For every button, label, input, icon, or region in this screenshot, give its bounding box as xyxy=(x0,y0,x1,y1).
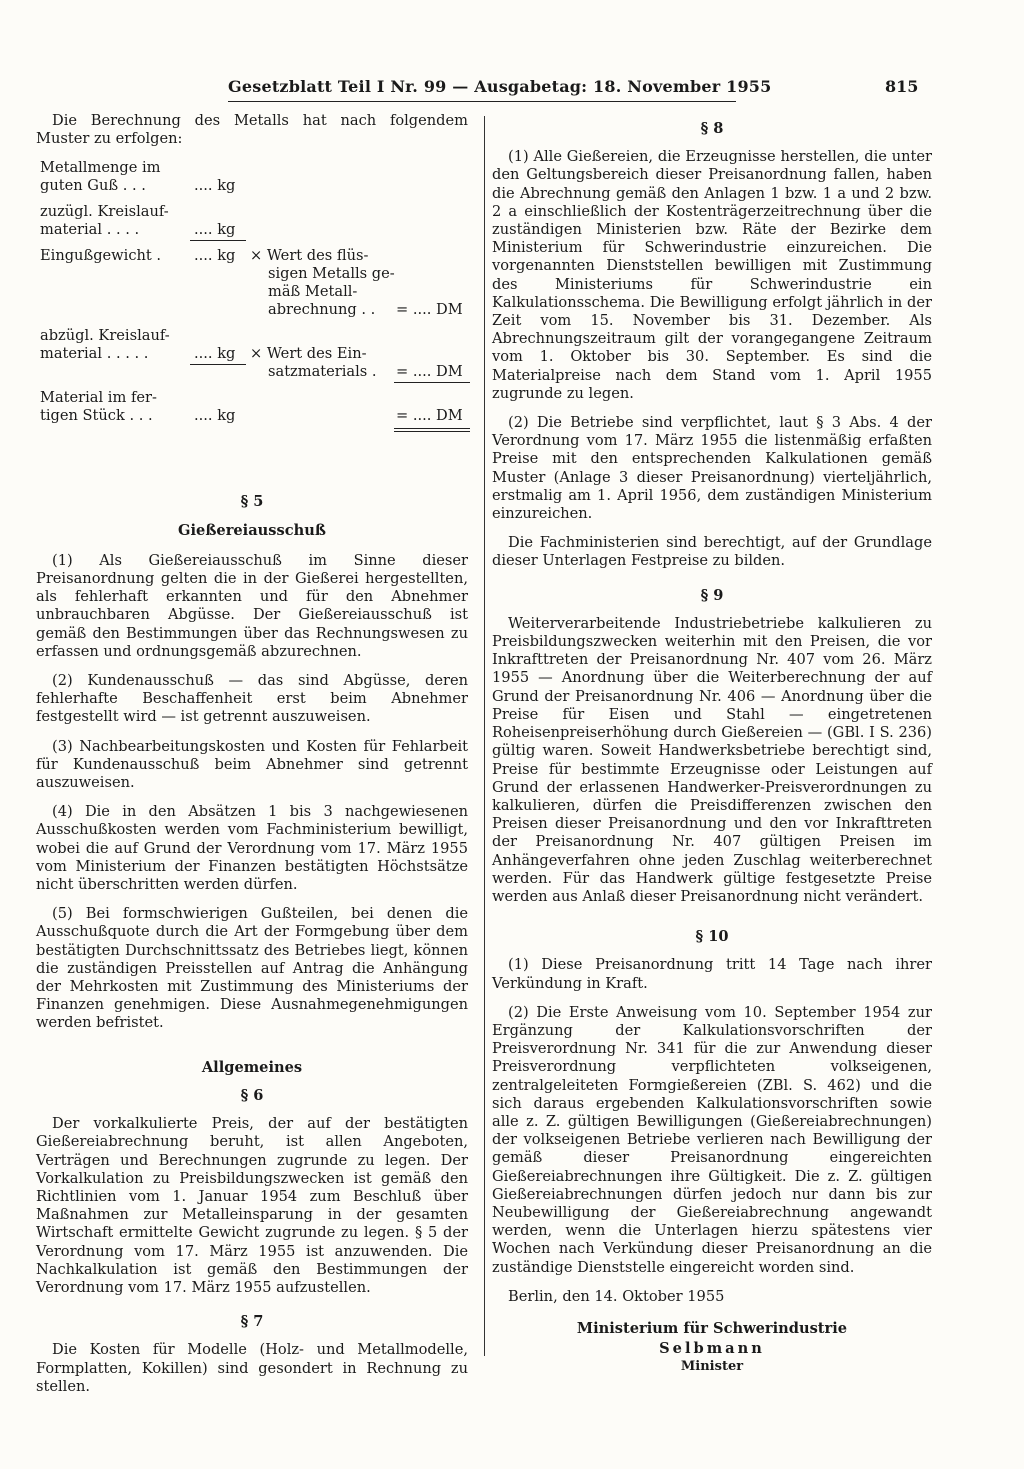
right-column xyxy=(492,112,932,1377)
paragraph: Weiterverarbeitende Industriebetriebe kalkulieren zu Preisbildungszwecken weiterhin mit den Preisen, die vor Inkrafttreten der Preisanordnung Nr. 407 vom 26. März 1955 — Anordnung über die Weiterberechnung der auf Grund der Preisanordnung Nr. 406 — Anordnung über die Preise für Eisen und Stahl — eingetretenen Roheisenpreiserhöhung durch Gießereien — (GBl. I S. 236) gültig waren. Soweit Handwerksbetriebe berechtigt sind, Preise für bestimmte Erzeugnisse oder Leistungen auf Grund der erlassenen Handwerker-Preisverordnungen zu kalkulieren, dürfen die Preisdifferenzen zwischen den Preisen dieser Preisanordnung und den vor Inkrafttreten der Preisanordnung Nr. 407 gültigen Preisen im Anhängeverfahren ohne jeden Zuschlag weiterberechnet werden. Für das Handwerk gültige festgesetzte Preise werden aus Anlaß dieser Preisanordnung nicht verändert. xyxy=(492,614,932,905)
left-column xyxy=(36,112,468,1407)
section-9-heading: § 9 xyxy=(700,586,724,604)
calc-factor: mäß Metall- xyxy=(268,283,358,301)
signer-name: Selbmann xyxy=(659,1340,765,1358)
paragraph: (2) Kundenausschuß — das sind Abgüsse, deren fehlerhafte Beschaffenheit erst beim Abnehmer festgestellt wird — ist getrennt auszuweisen. xyxy=(36,672,468,726)
calc-label: Material im fer- xyxy=(40,389,157,407)
paragraph: (1) Diese Preisanordnung tritt 14 Tage nach ihrer Verkündung in Kraft. xyxy=(492,956,932,992)
column-divider xyxy=(484,116,485,1356)
calc-result: = .... DM xyxy=(396,301,463,319)
calc-value: .... kg xyxy=(194,247,236,265)
calc-label: abzügl. Kreislauf- xyxy=(40,327,170,345)
paragraph: Die Fachministerien sind berechtigt, auf der Grundlage dieser Unterlagen Festpreise zu bilden. xyxy=(492,534,932,570)
paragraph: (2) Die Erste Anweisung vom 10. September 1954 zur Ergänzung der Kalkulationsvorschriften der Preisverordnung Nr. 341 für die zur Anwendung dieser Preisverordnung verpflichteten volkseigenen, zentralgeleiteten Formgießereien (ZBl. S. 462) und die sich daraus ergebenden Kalkulationsvorschriften sowie alle z. Z. gültigen Bewilligungen (Gießereiabrechnungen) der volkseigenen Betriebe verlieren nach Bewilligung der gemäß dieser Preisanordnung eingereichten Gießereiabrechnungen ihre Gültigkeit. Die z. Z. gültigen Gießereiabrechnungen dürfen jedoch nur dann bis zur Neubewilligung der Gießereiabrechnung angewandt werden, wenn die Unterlagen hierzu spätestens vier Wochen nach Verkündung dieser Preisanordnung an die zuständige Dienststelle eingereicht worden sind. xyxy=(492,1003,932,1276)
page-number: 815 xyxy=(885,77,919,96)
calc-value: .... kg xyxy=(194,407,236,425)
general-heading: Allgemeines xyxy=(201,1058,303,1076)
header-rule xyxy=(228,101,736,102)
calc-label: material . . . . xyxy=(40,221,140,239)
paragraph: Der vorkalkulierte Preis, der auf der bestätigten Gießereiabrechnung beruht, ist allen Angeboten, Verträgen und Berechnungen zugrunde zu legen. Der Vorkalkulation zu Preisbildungszwecken ist gemäß den Richtlinien vom 1. Januar 1954 zum Beschluß über Maßnahmen zur Metalleinsparung in der gesamten Wirtschaft ermittelte Gewicht zugrunde zu legen. § 5 der Verordnung vom 17. März 1955 ist anzuwenden. Die Nachkalkulation ist gemäß den Bestimmungen der Verordnung vom 17. März 1955 aufzustellen. xyxy=(36,1115,468,1296)
calc-label: zuzügl. Kreislauf- xyxy=(40,203,169,221)
calc-value: .... kg xyxy=(194,221,236,239)
page-header-title: Gesetzblatt Teil I Nr. 99 — Ausgabetag: 18. November 1955 xyxy=(228,77,772,96)
calc-label: Metallmenge im xyxy=(40,159,161,177)
calc-factor: sigen Metalls ge- xyxy=(268,265,395,283)
paragraph: Die Kosten für Modelle (Holz- und Metallmodelle, Formplatten, Kokillen) sind gesondert in Rechnung zu stellen. xyxy=(36,1341,468,1395)
calc-intro: Die Berechnung des Metalls hat nach folgendem Muster zu erfolgen: xyxy=(36,112,468,148)
calc-rule xyxy=(190,240,246,241)
calc-value: .... kg xyxy=(194,177,236,195)
calc-factor: × Wert des flüs- xyxy=(250,247,369,265)
calc-result: = .... DM xyxy=(396,407,463,425)
section-8-heading: § 8 xyxy=(700,120,724,137)
signer-title: Minister xyxy=(680,1359,744,1375)
section-5-title: Gießereiausschuß xyxy=(178,521,326,539)
paragraph: (3) Nachbearbeitungskosten und Kosten für Fehlarbeit für Kundenausschuß beim Abnehmer sind getrennt auszuweisen. xyxy=(36,737,468,792)
calc-label: guten Guß . . . xyxy=(40,177,146,195)
calc-result: = .... DM xyxy=(396,363,463,381)
paragraph: (5) Bei formschwierigen Gußteilen, bei denen die Ausschußquote durch die Art der Formgebung über dem bestätigten Durchschnittssatz des Betriebes liegt, können die zuständigen Preisstellen auf Antrag die Anhängung der Mehrkosten mit Zustimmung des Ministeriums der Finanzen genehmigen. Diese Ausnahmegenehmigungen werden befristet. xyxy=(36,905,468,1032)
calc-double-rule xyxy=(394,428,470,429)
calc-value: .... kg xyxy=(194,345,236,363)
place-date: Berlin, den 14. Oktober 1955 xyxy=(508,1287,725,1305)
calc-label: material . . . . . xyxy=(40,345,149,363)
calculation-scheme xyxy=(36,159,468,477)
paragraph: (4) Die in den Absätzen 1 bis 3 nachgewiesenen Ausschußkosten werden vom Fachministerium bewilligt, wobei die auf Grund der Verordnung vom 17. März 1955 vom Ministerium der Finanzen bestätigten Höchstsätze nicht überschritten werden dürfen. xyxy=(36,803,468,894)
calc-double-rule xyxy=(394,431,470,432)
calc-factor: satzmaterials . xyxy=(268,363,377,381)
calc-factor: × Wert des Ein- xyxy=(250,345,367,363)
calc-rule xyxy=(190,364,246,365)
signature-block xyxy=(492,1320,932,1377)
calc-label: Eingußgewicht . xyxy=(40,247,162,265)
calc-factor: abrechnung . . xyxy=(268,301,376,319)
paragraph: (2) Die Betriebe sind verpflichtet, laut § 3 Abs. 4 der Verordnung vom 17. März 1955 die listenmäßig erfaßten Preise mit den entsprechenden Kalkulationen gemäß Muster (Anlage 3 dieser Preisanordnung) vierteljährlich, erstmalig am 1. April 1956, dem zuständigen Ministerium einzureichen. xyxy=(492,414,932,523)
ministry-name: Ministerium für Schwerindustrie xyxy=(576,1319,848,1337)
section-7-heading: § 7 xyxy=(240,1313,264,1331)
paragraph: (1) Als Gießereiausschuß im Sinne dieser Preisanordnung gelten die in der Gießerei hergestellten, als fehlerhaft erkannten und für den Abnehmer unbrauchbaren Abgüsse. Der Gießereiausschuß ist gemäß den Bestimmungen über das Rechnungswesen zu erfassen und ordnungsgemäß abzurechnen. xyxy=(36,551,468,660)
calc-rule xyxy=(394,382,470,383)
section-6-heading: § 6 xyxy=(240,1086,264,1104)
paragraph: (1) Alle Gießereien, die Erzeugnisse herstellen, die unter den Geltungsbereich dieser Preisanordnung fallen, haben die Abrechnung gemäß den Anlagen 1 bzw. 1 a und 2 bzw. 2 a einschließlich der Kostenträgerzeitrechnung über die zuständigen Ministerien bzw. Räte der Bezirke dem Ministerium für Schwerindustrie einzureichen. Die vorgenannten Dienststellen bewilligen mit Zustimmung des Ministeriums für Schwerindustrie ein Kalkulationsschema. Die Bewilligung erfolgt jährlich in der Zeit vom 15. November bis 31. Dezember. Als Abrechnungszeitraum gilt der vorangegangene Zeitraum vom 1. Oktober bis 30. September. Es sind die Materialpreise nach dem Stand vom 1. April 1955 zugrunde zu legen. xyxy=(492,148,932,402)
section-10-heading: § 10 xyxy=(695,928,729,946)
section-5-heading: § 5 xyxy=(240,493,264,511)
calc-label: tigen Stück . . . xyxy=(40,407,153,425)
